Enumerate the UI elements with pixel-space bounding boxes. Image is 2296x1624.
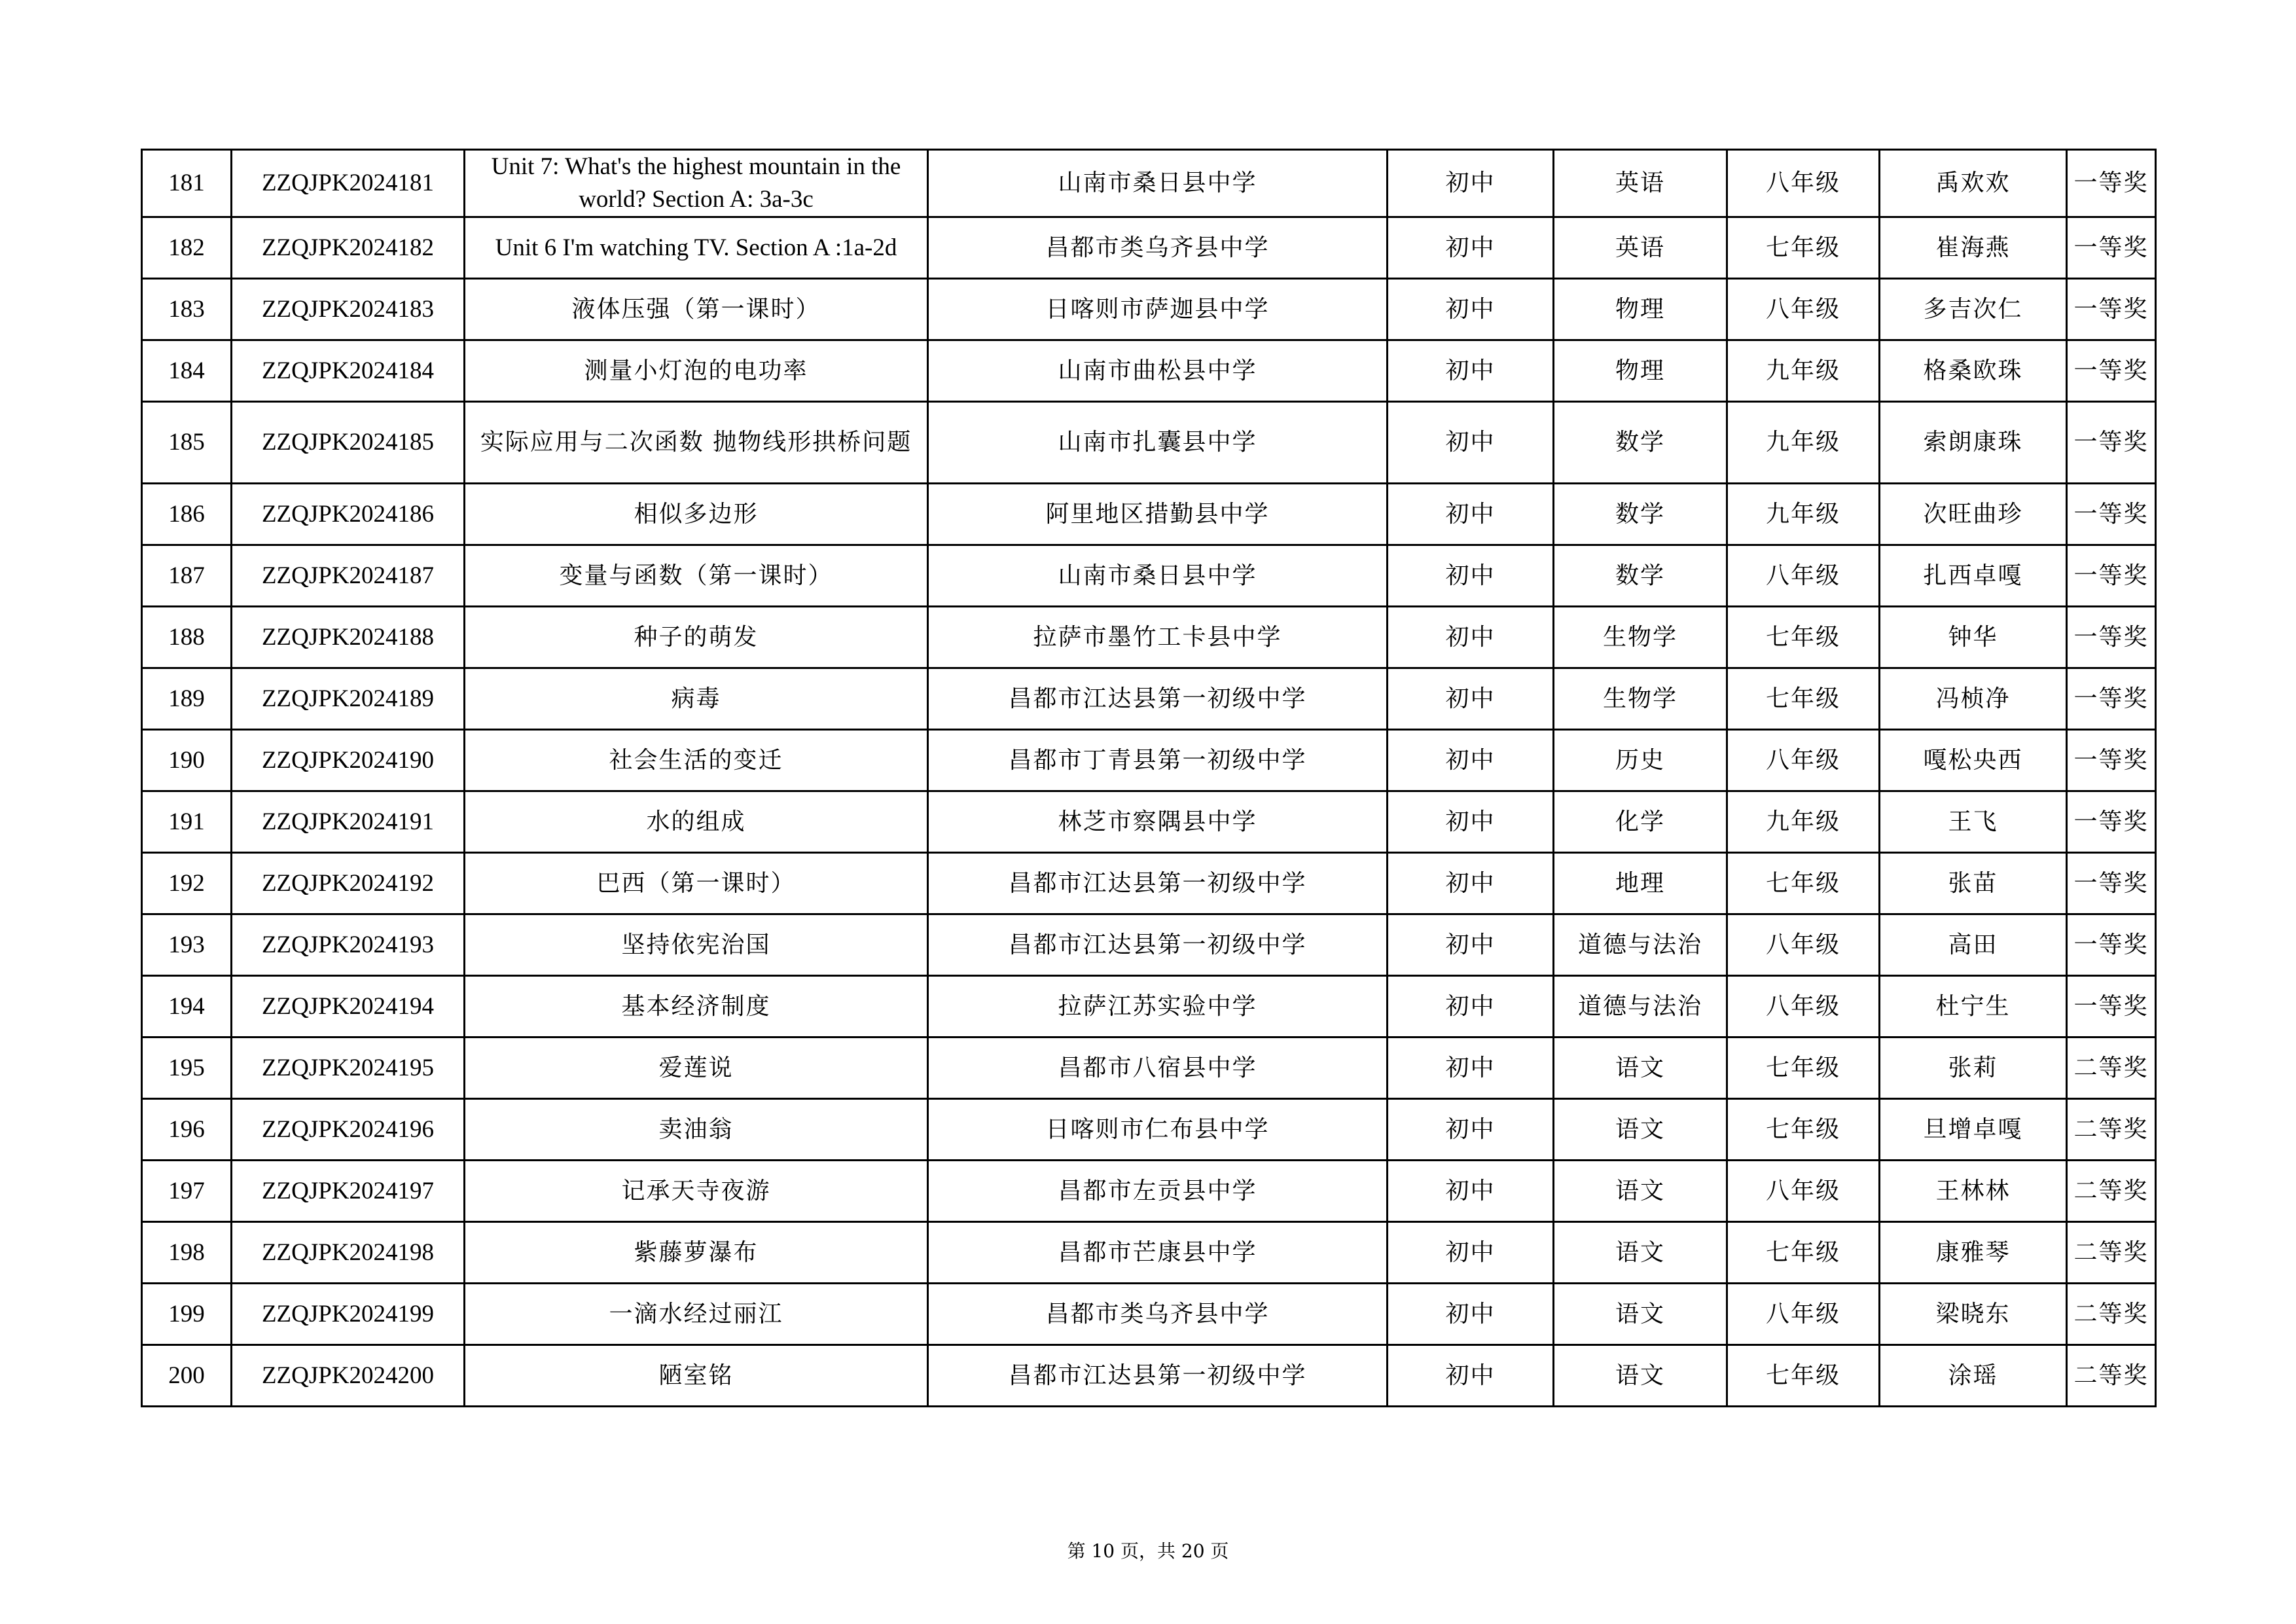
table-row [142, 1038, 2156, 1099]
award-cell: 二等奖 [2067, 1038, 2156, 1099]
teacher-cell: 旦增卓嘎 [1880, 1099, 2067, 1161]
teacher-cell: 钟华 [1880, 607, 2067, 668]
entry-code-cell: ZZQJPK2024195 [232, 1038, 465, 1099]
entry-code-cell: ZZQJPK2024186 [232, 484, 465, 545]
award-cell: 一等奖 [2067, 217, 2156, 279]
school-level-cell: 初中 [1388, 1345, 1554, 1407]
school-cell: 山南市扎囊县中学 [928, 402, 1388, 484]
entry-code-cell: ZZQJPK2024190 [232, 730, 465, 791]
table-row [142, 976, 2156, 1038]
teacher-cell: 王林林 [1880, 1161, 2067, 1222]
row-number-cell: 197 [142, 1161, 232, 1222]
grade-cell: 八年级 [1727, 545, 1880, 607]
grade-cell: 八年级 [1727, 914, 1880, 976]
award-cell: 二等奖 [2067, 1222, 2156, 1284]
row-number-cell: 181 [142, 150, 232, 217]
table-row [142, 1284, 2156, 1345]
entry-code-cell: ZZQJPK2024197 [232, 1161, 465, 1222]
award-cell: 一等奖 [2067, 791, 2156, 853]
table-row [142, 730, 2156, 791]
school-cell: 山南市桑日县中学 [928, 150, 1388, 217]
subject-cell: 道德与法治 [1554, 976, 1727, 1038]
award-cell: 一等奖 [2067, 484, 2156, 545]
grade-cell: 八年级 [1727, 150, 1880, 217]
row-number-cell: 195 [142, 1038, 232, 1099]
school-level-cell: 初中 [1388, 668, 1554, 730]
row-number-cell: 183 [142, 279, 232, 340]
award-cell: 二等奖 [2067, 1345, 2156, 1407]
grade-cell: 九年级 [1727, 402, 1880, 484]
school-cell: 日喀则市仁布县中学 [928, 1099, 1388, 1161]
row-number-cell: 189 [142, 668, 232, 730]
table-row [142, 1099, 2156, 1161]
teacher-cell: 扎西卓嘎 [1880, 545, 2067, 607]
table-row [142, 545, 2156, 607]
lesson-title-cell: Unit 6 I'm watching TV. Section A :1a-2d [465, 217, 928, 279]
teacher-cell: 崔海燕 [1880, 217, 2067, 279]
awards-table [141, 149, 2157, 1407]
lesson-title-cell: 紫藤萝瀑布 [465, 1222, 928, 1284]
award-cell: 一等奖 [2067, 730, 2156, 791]
grade-cell: 九年级 [1727, 484, 1880, 545]
award-cell: 二等奖 [2067, 1099, 2156, 1161]
table-row [142, 1161, 2156, 1222]
entry-code-cell: ZZQJPK2024187 [232, 545, 465, 607]
teacher-cell: 索朗康珠 [1880, 402, 2067, 484]
grade-cell: 七年级 [1727, 1222, 1880, 1284]
table-row [142, 484, 2156, 545]
award-cell: 一等奖 [2067, 279, 2156, 340]
award-cell: 一等奖 [2067, 976, 2156, 1038]
subject-cell: 生物学 [1554, 607, 1727, 668]
school-level-cell: 初中 [1388, 217, 1554, 279]
entry-code-cell: ZZQJPK2024183 [232, 279, 465, 340]
row-number-cell: 199 [142, 1284, 232, 1345]
subject-cell: 英语 [1554, 217, 1727, 279]
school-cell: 昌都市八宿县中学 [928, 1038, 1388, 1099]
row-number-cell: 184 [142, 340, 232, 402]
subject-cell: 语文 [1554, 1222, 1727, 1284]
school-level-cell: 初中 [1388, 976, 1554, 1038]
school-level-cell: 初中 [1388, 1161, 1554, 1222]
lesson-title-cell: 测量小灯泡的电功率 [465, 340, 928, 402]
row-number-cell: 198 [142, 1222, 232, 1284]
award-cell: 一等奖 [2067, 340, 2156, 402]
entry-code-cell: ZZQJPK2024196 [232, 1099, 465, 1161]
school-level-cell: 初中 [1388, 279, 1554, 340]
lesson-title-cell: 水的组成 [465, 791, 928, 853]
entry-code-cell: ZZQJPK2024184 [232, 340, 465, 402]
table-body [142, 150, 2156, 1407]
table-row [142, 217, 2156, 279]
teacher-cell: 格桑欧珠 [1880, 340, 2067, 402]
grade-cell: 九年级 [1727, 791, 1880, 853]
row-number-cell: 187 [142, 545, 232, 607]
entry-code-cell: ZZQJPK2024193 [232, 914, 465, 976]
subject-cell: 语文 [1554, 1038, 1727, 1099]
school-level-cell: 初中 [1388, 1222, 1554, 1284]
award-cell: 一等奖 [2067, 853, 2156, 914]
table-row [142, 607, 2156, 668]
entry-code-cell: ZZQJPK2024181 [232, 150, 465, 217]
award-cell: 一等奖 [2067, 607, 2156, 668]
school-level-cell: 初中 [1388, 853, 1554, 914]
row-number-cell: 196 [142, 1099, 232, 1161]
grade-cell: 八年级 [1727, 976, 1880, 1038]
award-cell: 二等奖 [2067, 1161, 2156, 1222]
lesson-title-cell: 液体压强（第一课时） [465, 279, 928, 340]
lesson-title-cell: 基本经济制度 [465, 976, 928, 1038]
lesson-title-cell: 爱莲说 [465, 1038, 928, 1099]
school-level-cell: 初中 [1388, 730, 1554, 791]
teacher-cell: 王飞 [1880, 791, 2067, 853]
school-cell: 林芝市察隅县中学 [928, 791, 1388, 853]
school-cell: 拉萨江苏实验中学 [928, 976, 1388, 1038]
school-cell: 昌都市芒康县中学 [928, 1222, 1388, 1284]
school-cell: 昌都市左贡县中学 [928, 1161, 1388, 1222]
lesson-title-cell: 实际应用与二次函数 抛物线形拱桥问题 [465, 402, 928, 484]
entry-code-cell: ZZQJPK2024189 [232, 668, 465, 730]
award-cell: 一等奖 [2067, 668, 2156, 730]
entry-code-cell: ZZQJPK2024198 [232, 1222, 465, 1284]
school-level-cell: 初中 [1388, 1038, 1554, 1099]
lesson-title-cell: 病毒 [465, 668, 928, 730]
subject-cell: 化学 [1554, 791, 1727, 853]
lesson-title-cell: 巴西（第一课时） [465, 853, 928, 914]
subject-cell: 物理 [1554, 279, 1727, 340]
table-row [142, 402, 2156, 484]
teacher-cell: 张莉 [1880, 1038, 2067, 1099]
grade-cell: 八年级 [1727, 1284, 1880, 1345]
subject-cell: 历史 [1554, 730, 1727, 791]
subject-cell: 语文 [1554, 1161, 1727, 1222]
school-cell: 昌都市类乌齐县中学 [928, 217, 1388, 279]
school-level-cell: 初中 [1388, 1099, 1554, 1161]
teacher-cell: 高田 [1880, 914, 2067, 976]
school-cell: 山南市桑日县中学 [928, 545, 1388, 607]
lesson-title-cell: 相似多边形 [465, 484, 928, 545]
row-number-cell: 193 [142, 914, 232, 976]
subject-cell: 生物学 [1554, 668, 1727, 730]
lesson-title-cell: 社会生活的变迁 [465, 730, 928, 791]
teacher-cell: 多吉次仁 [1880, 279, 2067, 340]
school-level-cell: 初中 [1388, 402, 1554, 484]
teacher-cell: 嘎松央西 [1880, 730, 2067, 791]
table-row [142, 279, 2156, 340]
school-cell: 昌都市丁青县第一初级中学 [928, 730, 1388, 791]
school-cell: 日喀则市萨迦县中学 [928, 279, 1388, 340]
table-row [142, 340, 2156, 402]
school-cell: 阿里地区措勤县中学 [928, 484, 1388, 545]
school-level-cell: 初中 [1388, 1284, 1554, 1345]
subject-cell: 语文 [1554, 1284, 1727, 1345]
entry-code-cell: ZZQJPK2024192 [232, 853, 465, 914]
teacher-cell: 禹欢欢 [1880, 150, 2067, 217]
teacher-cell: 次旺曲珍 [1880, 484, 2067, 545]
grade-cell: 八年级 [1727, 1161, 1880, 1222]
table-row [142, 668, 2156, 730]
lesson-title-cell: 记承天寺夜游 [465, 1161, 928, 1222]
entry-code-cell: ZZQJPK2024191 [232, 791, 465, 853]
award-cell: 一等奖 [2067, 914, 2156, 976]
row-number-cell: 191 [142, 791, 232, 853]
table-row [142, 853, 2156, 914]
lesson-title-cell: 变量与函数（第一课时） [465, 545, 928, 607]
table-row [142, 1222, 2156, 1284]
table-row [142, 914, 2156, 976]
school-level-cell: 初中 [1388, 607, 1554, 668]
school-cell: 昌都市江达县第一初级中学 [928, 1345, 1388, 1407]
row-number-cell: 186 [142, 484, 232, 545]
subject-cell: 数学 [1554, 545, 1727, 607]
entry-code-cell: ZZQJPK2024185 [232, 402, 465, 484]
grade-cell: 八年级 [1727, 730, 1880, 791]
grade-cell: 八年级 [1727, 279, 1880, 340]
school-cell: 昌都市江达县第一初级中学 [928, 853, 1388, 914]
entry-code-cell: ZZQJPK2024188 [232, 607, 465, 668]
school-cell: 山南市曲松县中学 [928, 340, 1388, 402]
grade-cell: 七年级 [1727, 1099, 1880, 1161]
row-number-cell: 192 [142, 853, 232, 914]
lesson-title-cell: 一滴水经过丽江 [465, 1284, 928, 1345]
school-cell: 昌都市江达县第一初级中学 [928, 914, 1388, 976]
lesson-title-cell: 陋室铭 [465, 1345, 928, 1407]
school-level-cell: 初中 [1388, 545, 1554, 607]
school-cell: 昌都市类乌齐县中学 [928, 1284, 1388, 1345]
subject-cell: 数学 [1554, 484, 1727, 545]
page-number: 第 10 页，共 20 页 [1067, 1540, 1229, 1562]
subject-cell: 英语 [1554, 150, 1727, 217]
award-cell: 一等奖 [2067, 150, 2156, 217]
subject-cell: 道德与法治 [1554, 914, 1727, 976]
row-number-cell: 182 [142, 217, 232, 279]
lesson-title-cell: 种子的萌发 [465, 607, 928, 668]
entry-code-cell: ZZQJPK2024200 [232, 1345, 465, 1407]
row-number-cell: 194 [142, 976, 232, 1038]
subject-cell: 语文 [1554, 1345, 1727, 1407]
grade-cell: 七年级 [1727, 853, 1880, 914]
lesson-title-cell: 卖油翁 [465, 1099, 928, 1161]
entry-code-cell: ZZQJPK2024199 [232, 1284, 465, 1345]
award-cell: 二等奖 [2067, 1284, 2156, 1345]
grade-cell: 七年级 [1727, 1345, 1880, 1407]
school-cell: 昌都市江达县第一初级中学 [928, 668, 1388, 730]
teacher-cell: 康雅琴 [1880, 1222, 2067, 1284]
teacher-cell: 涂瑶 [1880, 1345, 2067, 1407]
school-cell: 拉萨市墨竹工卡县中学 [928, 607, 1388, 668]
school-level-cell: 初中 [1388, 791, 1554, 853]
lesson-title-cell: Unit 7: What's the highest mountain in the world? Section A: 3a-3c [465, 150, 928, 217]
award-cell: 一等奖 [2067, 545, 2156, 607]
grade-cell: 九年级 [1727, 340, 1880, 402]
grade-cell: 七年级 [1727, 1038, 1880, 1099]
row-number-cell: 200 [142, 1345, 232, 1407]
teacher-cell: 梁晓东 [1880, 1284, 2067, 1345]
grade-cell: 七年级 [1727, 668, 1880, 730]
teacher-cell: 杜宁生 [1880, 976, 2067, 1038]
table-row [142, 1345, 2156, 1407]
row-number-cell: 190 [142, 730, 232, 791]
row-number-cell: 188 [142, 607, 232, 668]
row-number-cell: 185 [142, 402, 232, 484]
subject-cell: 物理 [1554, 340, 1727, 402]
school-level-cell: 初中 [1388, 340, 1554, 402]
teacher-cell: 张苗 [1880, 853, 2067, 914]
school-level-cell: 初中 [1388, 914, 1554, 976]
table-row [142, 150, 2156, 217]
teacher-cell: 冯桢净 [1880, 668, 2067, 730]
grade-cell: 七年级 [1727, 217, 1880, 279]
entry-code-cell: ZZQJPK2024182 [232, 217, 465, 279]
entry-code-cell: ZZQJPK2024194 [232, 976, 465, 1038]
school-level-cell: 初中 [1388, 150, 1554, 217]
award-cell: 一等奖 [2067, 402, 2156, 484]
subject-cell: 地理 [1554, 853, 1727, 914]
subject-cell: 数学 [1554, 402, 1727, 484]
school-level-cell: 初中 [1388, 484, 1554, 545]
table-row [142, 791, 2156, 853]
lesson-title-cell: 坚持依宪治国 [465, 914, 928, 976]
grade-cell: 七年级 [1727, 607, 1880, 668]
subject-cell: 语文 [1554, 1099, 1727, 1161]
